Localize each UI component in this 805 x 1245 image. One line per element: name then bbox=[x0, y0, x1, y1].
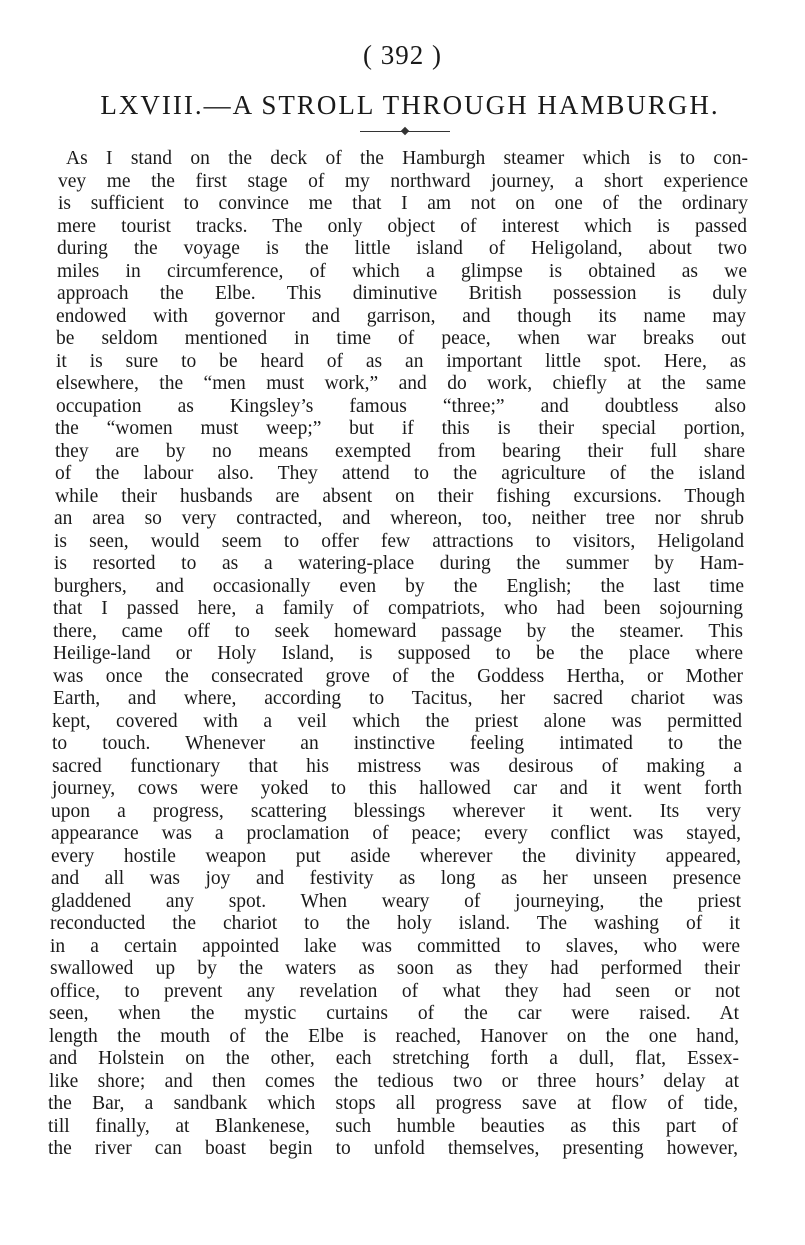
text-line: burghers, and occasionally even by the English; the last time bbox=[54, 576, 744, 597]
text-line: kept, covered with a veil which the priest alone was permitted bbox=[52, 711, 742, 732]
title-ornament-rule bbox=[360, 128, 450, 134]
text-line: they are by no means exempted from bearing their full share bbox=[55, 441, 745, 462]
text-line: endowed with governor and garrison, and though its name may bbox=[56, 306, 746, 327]
text-line: and all was joy and festivity as long as her unseen presence bbox=[51, 868, 741, 889]
text-line: the Bar, a sandbank which stops all progress save at flow of tide, bbox=[48, 1093, 738, 1114]
text-line: mere tourist tracks. The only object of interest which is passed bbox=[57, 216, 747, 237]
text-line: approach the Elbe. This diminutive British possession is duly bbox=[57, 283, 747, 304]
text-line: journey, cows were yoked to this hallowed car and it went forth bbox=[52, 778, 742, 799]
text-line: sacred functionary that his mistress was desirous of making a bbox=[52, 756, 742, 777]
text-line: is resorted to as a watering-place during the summer by Ham- bbox=[54, 553, 744, 574]
text-line: during the voyage is the little island of Heligoland, about two bbox=[57, 238, 747, 259]
text-line: elsewhere, the “men must work,” and do work, chiefly at the same bbox=[56, 373, 746, 394]
text-line: As I stand on the deck of the Hamburgh steamer which is to con- bbox=[66, 148, 748, 169]
text-line: like shore; and then comes the tedious two or three hours’ delay at bbox=[49, 1071, 739, 1092]
text-line: and Holstein on the other, each stretching forth a dull, flat, Essex- bbox=[49, 1048, 739, 1069]
text-line: appearance was a proclamation of peace; every conflict was stayed, bbox=[51, 823, 741, 844]
text-line: vey me the first stage of my northward journey, a short experience bbox=[58, 171, 748, 192]
text-line: seen, when the mystic curtains of the car were raised. At bbox=[49, 1003, 739, 1024]
text-line: while their husbands are absent on their fishing excursions. Though bbox=[55, 486, 745, 507]
text-line: office, to prevent any revelation of what they had seen or not bbox=[50, 981, 740, 1002]
text-line: miles in circumference, of which a glimpse is obtained as we bbox=[57, 261, 747, 282]
text-line: Earth, and where, according to Tacitus, her sacred chariot was bbox=[53, 688, 743, 709]
text-line: till finally, at Blankenese, such humble beauties as this part of bbox=[48, 1116, 738, 1137]
text-line: that I passed here, a family of compatriots, who had been sojourning bbox=[53, 598, 743, 619]
page-number: ( 392 ) bbox=[363, 40, 442, 70]
text-line: is seen, would seem to offer few attractions to visitors, Heligoland bbox=[54, 531, 744, 552]
text-line: is sufficient to convince me that I am not on one of the ordinary bbox=[58, 193, 748, 214]
text-line: in a certain appointed lake was committed to slaves, who were bbox=[50, 936, 740, 957]
text-line: there, came off to seek homeward passage by the steamer. This bbox=[53, 621, 743, 642]
text-line: was once the consecrated grove of the Goddess Hertha, or Mother bbox=[53, 666, 743, 687]
text-line: every hostile weapon put aside wherever the divinity appeared, bbox=[51, 846, 741, 867]
text-line: occupation as Kingsley’s famous “three;” and doubtless also bbox=[56, 396, 746, 417]
text-line: the river can boast begin to unfold themselves, presenting however, bbox=[48, 1138, 738, 1159]
text-line: upon a progress, scattering blessings wherever it went. Its very bbox=[51, 801, 741, 822]
ornament-diamond-icon bbox=[401, 127, 409, 135]
text-line: it is sure to be heard of as an important little spot. Here, as bbox=[56, 351, 746, 372]
text-line: length the mouth of the Elbe is reached, Hanover on the one hand, bbox=[49, 1026, 739, 1047]
text-line: the “women must weep;” but if this is their special portion, bbox=[55, 418, 745, 439]
text-line: to touch. Whenever an instinctive feeling intimated to the bbox=[52, 733, 742, 754]
text-line: be seldom mentioned in time of peace, when war breaks out bbox=[56, 328, 746, 349]
text-line: reconducted the chariot to the holy island. The washing of it bbox=[50, 913, 740, 934]
text-line: swallowed up by the waters as soon as they had performed their bbox=[50, 958, 740, 979]
text-line: of the labour also. They attend to the agriculture of the island bbox=[55, 463, 745, 484]
text-line: an area so very contracted, and whereon, too, neither tree nor shrub bbox=[54, 508, 744, 529]
chapter-title: LXVIII.—A STROLL THROUGH HAMBURGH. bbox=[100, 90, 720, 120]
text-line: Heilige-land or Holy Island, is supposed to be the place where bbox=[53, 643, 743, 664]
text-line: gladdened any spot. When weary of journeying, the priest bbox=[51, 891, 741, 912]
